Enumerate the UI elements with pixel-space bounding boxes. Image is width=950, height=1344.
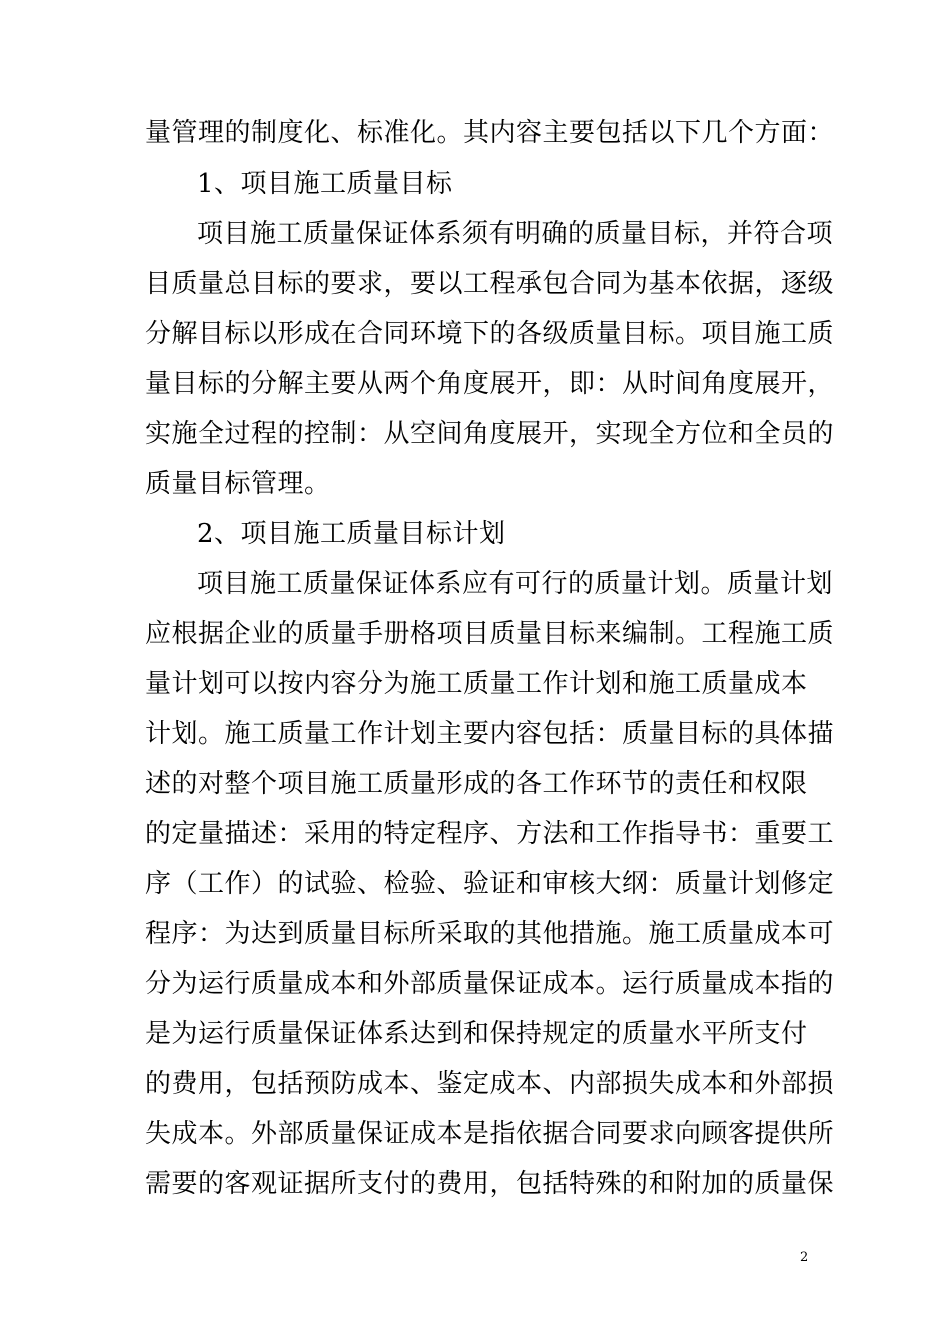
text-line: 项目施工质量保证体系应有可行的质量计划。质量计划 (197, 569, 834, 599)
section-heading: 1、项目施工质量目标 (197, 169, 453, 199)
text-line: 分为运行质量成本和外部质量保证成本。运行质量成本指的 (145, 969, 835, 999)
text-line: 是为运行质量保证体系达到和保持规定的质量水平所支付 (145, 1019, 808, 1049)
text-line: 程序：为达到质量目标所采取的其他措施。施工质量成本可 (145, 919, 835, 949)
text-line: 实施全过程的控制：从空间角度展开，实现全方位和全员的 (145, 419, 835, 449)
page-number: 2 (800, 1250, 809, 1265)
text-line: 失成本。外部质量保证成本是指依据合同要求向顾客提供所 (145, 1119, 835, 1149)
text-line: 应根据企业的质量手册格项目质量目标来编制。工程施工质 (145, 619, 835, 649)
text-line: 分解目标以形成在合同环境下的各级质量目标。项目施工质 (145, 319, 835, 349)
text-line: 计划。施工质量工作计划主要内容包括：质量目标的具体描 (145, 719, 835, 749)
text-line: 量计划可以按内容分为施工质量工作计划和施工质量成本 (145, 669, 808, 699)
text-line: 的定量描述：采用的特定程序、方法和工作指导书：重要工 (145, 819, 835, 849)
text-line: 述的对整个项目施工质量形成的各工作环节的责任和权限 (145, 769, 808, 799)
text-line: 需要的客观证据所支付的费用，包括特殊的和附加的质量保 (145, 1169, 835, 1199)
text-line: 的费用，包括预防成本、鉴定成本、内部损失成本和外部损 (145, 1069, 835, 1099)
section-heading: 2、项目施工质量目标计划 (197, 519, 506, 549)
text-line: 质量目标管理。 (145, 469, 331, 499)
text-line: 目质量总目标的要求，要以工程承包合同为基本依据，逐级 (145, 269, 835, 299)
text-line: 量管理的制度化、标准化。其内容主要包括以下几个方面： (145, 118, 835, 148)
text-line: 序（工作）的试验、检验、验证和审核大纲：质量计划修定 (145, 869, 835, 899)
text-line: 量目标的分解主要从两个角度展开，即：从时间角度展开， (145, 369, 835, 399)
text-line: 项目施工质量保证体系须有明确的质量目标，并符合项 (197, 219, 834, 249)
